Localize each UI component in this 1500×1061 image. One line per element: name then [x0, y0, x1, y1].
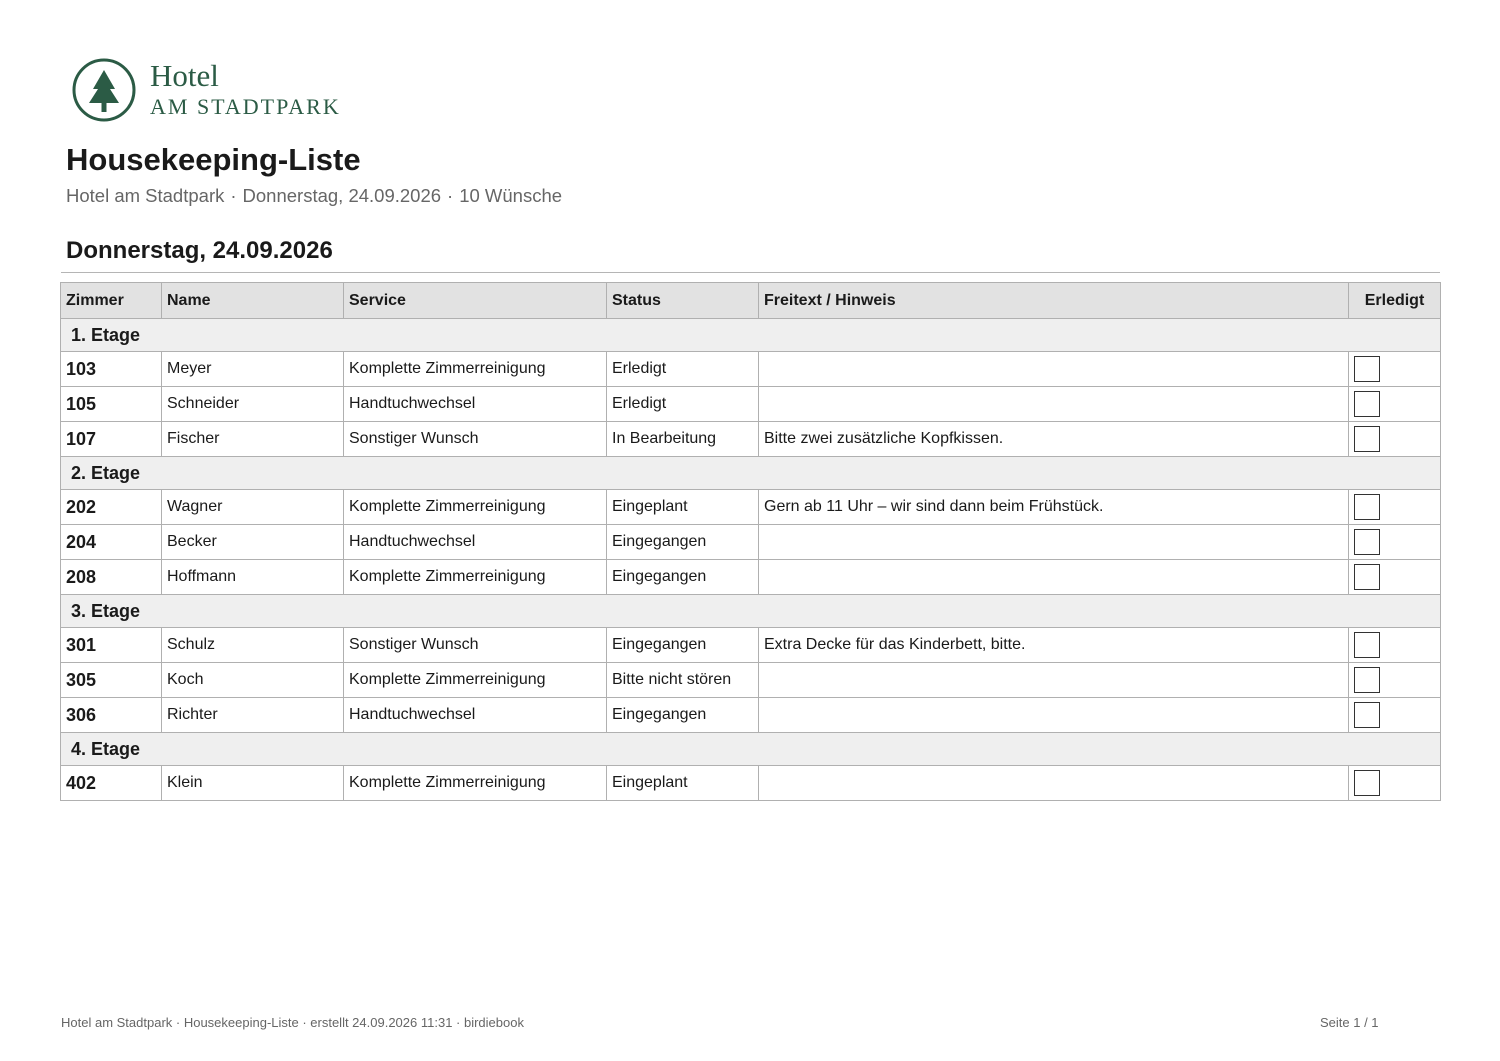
done-cell	[1349, 663, 1441, 698]
status: Eingegangen	[607, 628, 759, 663]
done-cell	[1349, 352, 1441, 387]
service-type: Komplette Zimmerreinigung	[344, 352, 607, 387]
table-row	[61, 387, 1441, 422]
logo-line-am-stadtpark: AM STADTPARK	[150, 94, 341, 119]
service-type: Handtuchwechsel	[344, 387, 607, 422]
done-checkbox[interactable]	[1354, 494, 1380, 520]
done-cell	[1349, 628, 1441, 663]
logo-line-hotel: Hotel	[150, 58, 219, 93]
room-number: 204	[61, 525, 162, 560]
room-number: 202	[61, 490, 162, 525]
guest-name: Schulz	[162, 628, 344, 663]
note: Gern ab 11 Uhr – wir sind dann beim Frühstück.	[759, 490, 1349, 525]
status: Eingegangen	[607, 560, 759, 595]
guest-name: Meyer	[162, 352, 344, 387]
floor-group-row	[61, 595, 1441, 628]
table-body	[61, 319, 1441, 801]
column-header-erledigt: Erledigt	[1349, 283, 1441, 319]
subtitle-count: 10 Wünsche	[459, 185, 563, 206]
guest-name: Richter	[162, 698, 344, 733]
status: Eingegangen	[607, 698, 759, 733]
guest-name: Hoffmann	[162, 560, 344, 595]
done-cell	[1349, 560, 1441, 595]
service-type: Komplette Zimmerreinigung	[344, 490, 607, 525]
floor-label: 3. Etage	[61, 595, 1441, 628]
status: Erledigt	[607, 387, 759, 422]
subtitle-hotel: Hotel am Stadtpark	[66, 185, 225, 206]
housekeeping-table	[60, 282, 1441, 801]
column-header-note: Freitext / Hinweis	[759, 283, 1349, 319]
service-type: Handtuchwechsel	[344, 525, 607, 560]
done-cell	[1349, 766, 1441, 801]
done-checkbox[interactable]	[1354, 529, 1380, 555]
room-number: 107	[61, 422, 162, 457]
floor-label: 4. Etage	[61, 733, 1441, 766]
done-checkbox[interactable]	[1354, 564, 1380, 590]
table-row	[61, 663, 1441, 698]
room-number: 103	[61, 352, 162, 387]
floor-label: 1. Etage	[61, 319, 1441, 352]
note: Extra Decke für das Kinderbett, bitte.	[759, 628, 1349, 663]
guest-name: Klein	[162, 766, 344, 801]
table-row	[61, 560, 1441, 595]
status: In Bearbeitung	[607, 422, 759, 457]
note: Bitte zwei zusätzliche Kopfkissen.	[759, 422, 1349, 457]
room-number: 305	[61, 663, 162, 698]
service-type: Komplette Zimmerreinigung	[344, 663, 607, 698]
service-type: Komplette Zimmerreinigung	[344, 560, 607, 595]
done-checkbox[interactable]	[1354, 667, 1380, 693]
subtitle-separator: ·	[447, 185, 454, 206]
done-checkbox[interactable]	[1354, 356, 1380, 382]
day-heading: Donnerstag, 24.09.2026	[66, 237, 333, 264]
table-row	[61, 766, 1441, 801]
note	[759, 698, 1349, 733]
guest-name: Fischer	[162, 422, 344, 457]
status: Eingeplant	[607, 490, 759, 525]
service-type: Sonstiger Wunsch	[344, 628, 607, 663]
note	[759, 663, 1349, 698]
subtitle-date: Donnerstag, 24.09.2026	[242, 185, 442, 206]
table-row	[61, 352, 1441, 387]
note	[759, 525, 1349, 560]
note	[759, 766, 1349, 801]
page-number: Seite 1 / 1	[1320, 1015, 1379, 1030]
floor-group-row	[61, 457, 1441, 490]
day-divider	[61, 272, 1440, 273]
room-number: 306	[61, 698, 162, 733]
page-title: Housekeeping-Liste	[66, 142, 361, 177]
page-subtitle	[66, 185, 562, 207]
status: Erledigt	[607, 352, 759, 387]
room-number: 208	[61, 560, 162, 595]
guest-name: Becker	[162, 525, 344, 560]
table-row	[61, 525, 1441, 560]
guest-name: Wagner	[162, 490, 344, 525]
floor-group-row	[61, 733, 1441, 766]
note	[759, 560, 1349, 595]
done-checkbox[interactable]	[1354, 770, 1380, 796]
status: Bitte nicht stören	[607, 663, 759, 698]
note	[759, 387, 1349, 422]
room-number: 402	[61, 766, 162, 801]
room-number: 105	[61, 387, 162, 422]
service-type: Komplette Zimmerreinigung	[344, 766, 607, 801]
pine-tree-icon	[72, 58, 136, 122]
guest-name: Schneider	[162, 387, 344, 422]
done-cell	[1349, 387, 1441, 422]
hotel-logo	[72, 58, 341, 122]
subtitle-separator: ·	[230, 185, 237, 206]
column-header-name: Name	[162, 283, 344, 319]
done-checkbox[interactable]	[1354, 702, 1380, 728]
done-cell	[1349, 525, 1441, 560]
table-row	[61, 698, 1441, 733]
table-row	[61, 490, 1441, 525]
done-cell	[1349, 698, 1441, 733]
service-type: Sonstiger Wunsch	[344, 422, 607, 457]
column-header-status: Status	[607, 283, 759, 319]
done-checkbox[interactable]	[1354, 632, 1380, 658]
column-header-service: Service	[344, 283, 607, 319]
table-row	[61, 422, 1441, 457]
guest-name: Koch	[162, 663, 344, 698]
table-header-row	[61, 283, 1441, 319]
status: Eingegangen	[607, 525, 759, 560]
logo-wordmark	[150, 60, 341, 120]
status: Eingeplant	[607, 766, 759, 801]
service-type: Handtuchwechsel	[344, 698, 607, 733]
floor-label: 2. Etage	[61, 457, 1441, 490]
done-checkbox[interactable]	[1354, 426, 1380, 452]
done-cell	[1349, 422, 1441, 457]
room-number: 301	[61, 628, 162, 663]
done-checkbox[interactable]	[1354, 391, 1380, 417]
note	[759, 352, 1349, 387]
floor-group-row	[61, 319, 1441, 352]
table-row	[61, 628, 1441, 663]
footer-meta: Hotel am Stadtpark · Housekeeping-Liste · erstellt 24.09.2026 11:31 · birdiebook	[61, 1015, 524, 1030]
column-header-zimmer: Zimmer	[61, 283, 162, 319]
done-cell	[1349, 490, 1441, 525]
